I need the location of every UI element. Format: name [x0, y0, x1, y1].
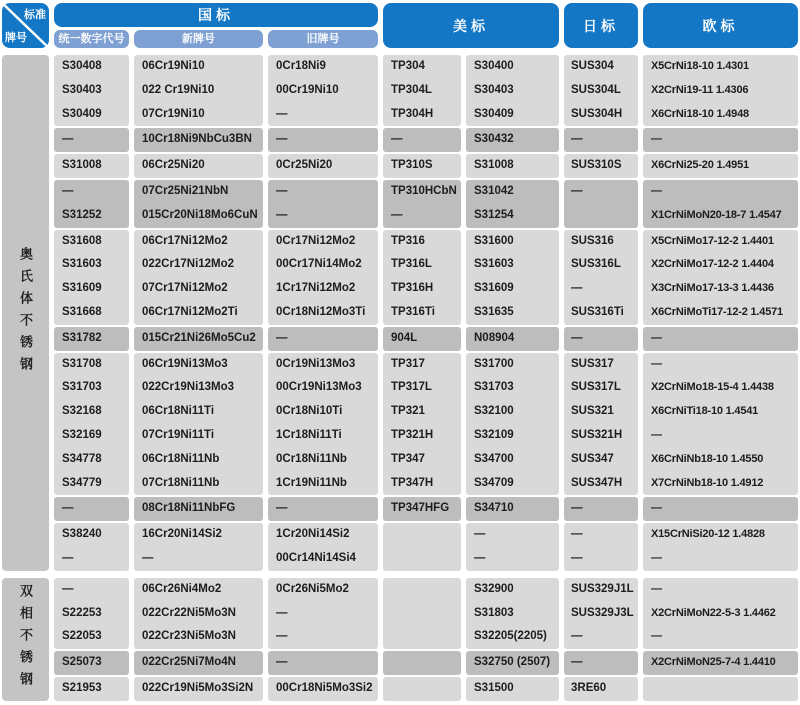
- table-cell: 0Cr18Ni10Ti: [276, 405, 343, 418]
- table-cell: S22253: [62, 606, 102, 619]
- table-cell: SUS321H: [571, 428, 623, 441]
- table-cell: S31042: [474, 184, 514, 197]
- header-jp: 日标: [564, 3, 638, 48]
- table-cell: —: [571, 502, 583, 515]
- table-cell: 022Cr17Ni12Mo2: [142, 258, 235, 271]
- table-cell: 00Cr14Ni14Si4: [276, 551, 356, 564]
- table-cell: S31252: [62, 208, 102, 221]
- row-block: [466, 180, 559, 228]
- table-cell: —: [474, 528, 486, 541]
- row-block: [268, 353, 378, 496]
- table-cell: X2CrNiMo18-15-4 1.4438: [651, 381, 774, 394]
- table-cell: S32109: [474, 428, 514, 441]
- table-cell: 07Cr25Ni21NbN: [142, 184, 229, 197]
- row-block: [383, 677, 461, 701]
- table-cell: —: [571, 551, 583, 564]
- table-cell: X6CrNiMoTi17-12-2 1.4571: [651, 305, 783, 318]
- column-6: [643, 578, 798, 701]
- corner-label-grade: 牌号: [5, 32, 27, 44]
- row-block: [643, 230, 798, 325]
- table-cell: S32205(2205): [474, 630, 547, 643]
- table-cell: S38240: [62, 528, 102, 541]
- table-cell: S31609: [62, 282, 102, 295]
- column-2: [268, 55, 378, 571]
- row-block: [54, 230, 129, 325]
- table-cell: TP304: [391, 60, 425, 72]
- table-cell: SUS316L: [571, 258, 621, 271]
- row-block: [383, 578, 461, 649]
- table-cell: X2CrNiMo17-12-2 1.4404: [651, 258, 774, 271]
- table-cell: S31254: [474, 208, 514, 221]
- table-cell: —: [276, 184, 288, 197]
- table-cell: 06Cr17Ni12Mo2Ti: [142, 305, 238, 318]
- table-cell: 904L: [391, 331, 418, 344]
- table-cell: 08Cr18Ni11NbFG: [142, 502, 236, 515]
- table-cell: —: [276, 208, 288, 221]
- table-cell: —: [651, 630, 662, 643]
- table-cell: S30408: [62, 60, 102, 72]
- table-cell: —: [62, 502, 74, 515]
- column-3: [383, 55, 461, 571]
- row-block: [54, 327, 129, 351]
- column-4: [466, 55, 559, 571]
- row-block: [268, 677, 378, 701]
- table-cell: —: [571, 656, 583, 669]
- header-gb: 国标: [54, 3, 378, 27]
- table-cell: 1Cr19Ni11Nb: [276, 476, 347, 489]
- row-block: [54, 128, 129, 152]
- table-cell: S32750 (2507): [474, 656, 551, 669]
- row-block: [466, 651, 559, 675]
- row-block: [268, 230, 378, 325]
- table-cell: S30400: [474, 60, 514, 72]
- table-cell: X2CrNiMoN22-5-3 1.4462: [651, 606, 776, 619]
- table-cell: 1Cr20Ni14Si2: [276, 528, 350, 541]
- table-cell: S34779: [62, 476, 102, 489]
- row-block: [564, 578, 638, 649]
- table-cell: 1Cr17Ni12Mo2: [276, 282, 356, 295]
- table-cell: 0Cr26Ni5Mo2: [276, 582, 349, 595]
- header-eu: 欧标: [643, 3, 798, 48]
- table-cell: [383, 523, 461, 547]
- table-cell: 022Cr23Ni5Mo3N: [142, 630, 236, 643]
- table-cell: SUS316Ti: [571, 305, 624, 318]
- table-cell: SUS316: [571, 234, 614, 247]
- row-block: [564, 677, 638, 701]
- row-block: [268, 128, 378, 152]
- table-cell: S32100: [474, 405, 514, 418]
- table-cell: 022Cr22Ni5Mo3N: [142, 606, 236, 619]
- table-cell: 06Cr26Ni4Mo2: [142, 582, 222, 595]
- row-block: [54, 578, 129, 649]
- table-cell: X3CrNiMo17-13-3 1.4436: [651, 282, 774, 295]
- table-cell: S31703: [474, 381, 514, 394]
- column-2: [268, 578, 378, 701]
- table-cell: —: [391, 208, 403, 221]
- corner-label-standard: 标准: [24, 9, 46, 21]
- table-cell: S31008: [62, 159, 102, 172]
- table-cell: —: [142, 551, 154, 564]
- row-block: [643, 353, 798, 496]
- row-block: [466, 154, 559, 178]
- section-0: [2, 55, 798, 571]
- table-cell: S31782: [62, 331, 102, 344]
- table-cell: —: [651, 331, 662, 344]
- table-cell: 00Cr19Ni10: [276, 83, 339, 96]
- row-block: [564, 327, 638, 351]
- row-block: [383, 353, 461, 496]
- table-cell: X2CrNiMoN25-7-4 1.4410: [651, 656, 776, 669]
- table-cell: S30409: [474, 107, 514, 120]
- row-block: [134, 327, 263, 351]
- table-cell: —: [276, 606, 288, 619]
- row-block: [643, 578, 798, 649]
- row-block: [643, 677, 798, 701]
- table-cell: 16Cr20Ni14Si2: [142, 528, 222, 541]
- row-block: [383, 651, 461, 675]
- row-block: [383, 55, 461, 126]
- row-block: [564, 651, 638, 675]
- row-block: [134, 523, 263, 571]
- row-block: [564, 154, 638, 178]
- row-block: [643, 523, 798, 571]
- header-gb-subcolumns: [54, 30, 378, 48]
- row-block: [54, 154, 129, 178]
- section-label: 奥氏体不锈钢: [2, 55, 49, 571]
- row-block: [383, 230, 461, 325]
- table-cell: S31635: [474, 305, 514, 318]
- table-cell: 0Cr18Ni12Mo3Ti: [276, 305, 366, 318]
- row-block: [466, 497, 559, 521]
- column-1: [134, 55, 263, 571]
- row-block: [268, 180, 378, 228]
- table-cell: —: [571, 184, 583, 197]
- table-cell: TP347H: [391, 476, 434, 489]
- table-cell: X6CrNiTi18-10 1.4541: [651, 405, 759, 418]
- table-cell: 022Cr19Ni5Mo3Si2N: [142, 681, 254, 694]
- table-cell: S32168: [62, 405, 102, 418]
- table-cell: SUS347: [571, 452, 614, 465]
- column-0: [54, 55, 129, 571]
- row-block: [564, 128, 638, 152]
- table-cell: 1Cr18Ni11Ti: [276, 428, 342, 441]
- row-block: [268, 327, 378, 351]
- table-cell: —: [276, 630, 288, 643]
- row-block: [383, 180, 461, 228]
- table-cell: S31500: [474, 681, 514, 694]
- table-cell: 00Cr19Ni13Mo3: [276, 381, 362, 394]
- table-cell: TP347: [391, 452, 425, 465]
- table-cell: SUS304L: [571, 83, 621, 96]
- row-block: [134, 353, 263, 496]
- row-block: [134, 154, 263, 178]
- row-block: [643, 154, 798, 178]
- table-cell: 0Cr18Ni11Nb: [276, 452, 347, 465]
- header-group-gb: [54, 3, 378, 48]
- table-cell: —: [276, 656, 288, 669]
- column-1: [134, 578, 263, 701]
- table-cell: —: [474, 551, 486, 564]
- table-cell: S22053: [62, 630, 102, 643]
- row-block: [134, 128, 263, 152]
- table-cell: [643, 677, 798, 701]
- row-block: [383, 128, 461, 152]
- row-block: [268, 523, 378, 571]
- table-cell: S31708: [62, 357, 102, 370]
- table-cell: 07Cr19Ni10: [142, 107, 205, 120]
- table-cell: S31008: [474, 159, 514, 172]
- table-header: [2, 3, 798, 48]
- column-0: [54, 578, 129, 701]
- table-cell: S31703: [62, 381, 102, 394]
- table-cell: S34700: [474, 452, 514, 465]
- row-block: [643, 128, 798, 152]
- table-cell: S21953: [62, 681, 102, 694]
- table-cell: X15CrNiSi20-12 1.4828: [651, 528, 765, 541]
- row-block: [268, 651, 378, 675]
- column-4: [466, 578, 559, 701]
- table-cell: —: [571, 528, 583, 541]
- table-cell: X6CrNi18-10 1.4948: [651, 107, 749, 120]
- table-cell: 3RE60: [571, 681, 607, 694]
- row-block: [466, 578, 559, 649]
- table-cell: 0Cr17Ni12Mo2: [276, 234, 356, 247]
- table-cell: —: [276, 107, 288, 120]
- row-block: [564, 353, 638, 496]
- table-cell: S32169: [62, 428, 102, 441]
- table-cell: TP321: [391, 405, 425, 418]
- table-cell: TP317L: [391, 381, 432, 394]
- table-cell: —: [651, 357, 662, 370]
- row-block: [134, 651, 263, 675]
- table-cell: 022Cr25Ni7Mo4N: [142, 656, 236, 669]
- table-cell: [383, 578, 461, 602]
- column-5: [564, 55, 638, 571]
- row-block: [383, 327, 461, 351]
- table-cell: S31608: [62, 234, 102, 247]
- table-cell: [383, 602, 461, 626]
- row-block: [54, 497, 129, 521]
- table-cell: —: [651, 551, 662, 564]
- table-cell: 06Cr19Ni13Mo3: [142, 357, 228, 370]
- column-3: [383, 578, 461, 701]
- table-cell: SUS317: [571, 357, 614, 370]
- subheader-new-grade: 新牌号: [134, 30, 263, 48]
- table-cell: SUS329J1L: [571, 582, 634, 595]
- table-cell: TP316L: [391, 258, 432, 271]
- table-cell: TP316H: [391, 282, 434, 295]
- table-cell: TP321H: [391, 428, 434, 441]
- table-cell: S25073: [62, 656, 102, 669]
- row-block: [564, 523, 638, 571]
- table-cell: TP317: [391, 357, 425, 370]
- header-us: 美标: [383, 3, 559, 48]
- table-cell: —: [571, 133, 583, 146]
- row-block: [268, 578, 378, 649]
- table-cell: —: [62, 551, 74, 564]
- table-cell: 0Cr19Ni13Mo3: [276, 357, 356, 370]
- row-block: [564, 180, 638, 228]
- subheader-unified-code: 统一数字代号: [54, 30, 129, 48]
- table-cell: S31600: [474, 234, 514, 247]
- row-block: [643, 180, 798, 228]
- section-label: 双相不锈钢: [2, 578, 49, 701]
- table-cell: —: [651, 582, 662, 595]
- table-cell: 0Cr25Ni20: [276, 159, 333, 172]
- row-block: [643, 651, 798, 675]
- table-cell: —: [276, 331, 288, 344]
- table-cell: [383, 677, 461, 701]
- row-block: [134, 230, 263, 325]
- row-block: [466, 230, 559, 325]
- table-cell: —: [651, 133, 662, 146]
- table-cell: SUS304H: [571, 107, 623, 120]
- table-cell: TP304L: [391, 83, 432, 96]
- table-cell: S30403: [474, 83, 514, 96]
- row-block: [383, 154, 461, 178]
- table-cell: S31700: [474, 357, 514, 370]
- table-cell: 06Cr18Ni11Nb: [142, 452, 220, 465]
- row-block: [643, 327, 798, 351]
- table-cell: 06Cr17Ni12Mo2: [142, 234, 228, 247]
- table-cell: —: [651, 184, 662, 197]
- table-cell: S32900: [474, 582, 514, 595]
- row-block: [466, 55, 559, 126]
- column-6: [643, 55, 798, 571]
- table-cell: S34778: [62, 452, 102, 465]
- row-block: [643, 55, 798, 126]
- table-cell: —: [391, 133, 403, 146]
- table-cell: —: [62, 133, 74, 146]
- table-cell: —: [571, 331, 583, 344]
- table-cell: S30432: [474, 133, 514, 146]
- table-cell: 07Cr19Ni11Ti: [142, 428, 215, 441]
- row-block: [134, 180, 263, 228]
- row-block: [564, 497, 638, 521]
- table-cell: N08904: [474, 331, 515, 344]
- column-5: [564, 578, 638, 701]
- table-cell: S31803: [474, 606, 514, 619]
- table-cell: S30409: [62, 107, 102, 120]
- table-cell: SUS329J3L: [571, 606, 634, 619]
- table-cell: 00Cr18Ni5Mo3Si2: [276, 681, 373, 694]
- table-cell: —: [62, 184, 74, 197]
- table-cell: 07Cr17Ni12Mo2: [142, 282, 228, 295]
- row-block: [466, 327, 559, 351]
- table-cell: TP347HFG: [391, 502, 450, 515]
- table-cell: —: [651, 502, 662, 515]
- table-cell: S31603: [474, 258, 514, 271]
- table-cell: —: [571, 630, 583, 643]
- row-block: [466, 353, 559, 496]
- table-cell: S31603: [62, 258, 102, 271]
- row-block: [54, 651, 129, 675]
- table-cell: S34709: [474, 476, 514, 489]
- table-cell: 06Cr18Ni11Ti: [142, 405, 215, 418]
- row-block: [134, 497, 263, 521]
- row-block: [134, 578, 263, 649]
- subheader-old-grade: 旧牌号: [268, 30, 378, 48]
- row-block: [54, 180, 129, 228]
- table-cell: 06Cr25Ni20: [142, 159, 205, 172]
- table-cell: [383, 651, 461, 675]
- row-block: [643, 497, 798, 521]
- section-1: [2, 578, 798, 701]
- table-cell: [564, 204, 638, 228]
- corner-cell: [2, 3, 49, 48]
- table-cell: —: [62, 582, 74, 595]
- table-cell: X5CrNi18-10 1.4301: [651, 60, 749, 72]
- table-cell: SUS321: [571, 405, 614, 418]
- table-cell: 022Cr19Ni13Mo3: [142, 381, 235, 394]
- table-cell: X6CrNiNb18-10 1.4550: [651, 452, 764, 465]
- table-body: [2, 55, 798, 701]
- table-cell: 06Cr19Ni10: [142, 60, 205, 72]
- table-cell: TP310HCbN: [391, 184, 457, 197]
- row-block: [466, 677, 559, 701]
- table-cell: SUS347H: [571, 476, 623, 489]
- row-block: [466, 523, 559, 571]
- row-block: [54, 677, 129, 701]
- row-block: [564, 230, 638, 325]
- table-cell: X6CrNi25-20 1.4951: [651, 159, 749, 172]
- row-block: [383, 497, 461, 521]
- table-cell: 07Cr18Ni11Nb: [142, 476, 220, 489]
- table-cell: X1CrNiMoN20-18-7 1.4547: [651, 208, 782, 221]
- row-block: [268, 497, 378, 521]
- row-block: [134, 677, 263, 701]
- table-cell: [383, 625, 461, 649]
- table-cell: TP316: [391, 234, 425, 247]
- table-cell: S31609: [474, 282, 514, 295]
- table-cell: S34710: [474, 502, 514, 515]
- row-block: [383, 523, 461, 571]
- table-cell: SUS310S: [571, 159, 622, 172]
- table-cell: 10Cr18Ni9NbCu3BN: [142, 133, 252, 146]
- table-cell: SUS317L: [571, 381, 621, 394]
- table-cell: 015Cr20Ni18Mo6CuN: [142, 208, 258, 221]
- table-cell: S31668: [62, 305, 102, 318]
- row-block: [564, 55, 638, 126]
- table-cell: 022 Cr19Ni10: [142, 83, 215, 96]
- row-block: [134, 55, 263, 126]
- row-block: [54, 55, 129, 126]
- row-block: [268, 154, 378, 178]
- table-cell: S30403: [62, 83, 102, 96]
- table-cell: TP316Ti: [391, 305, 435, 318]
- table-cell: [383, 547, 461, 571]
- table-cell: 00Cr17Ni14Mo2: [276, 258, 362, 271]
- table-cell: X7CrNiNb18-10 1.4912: [651, 476, 764, 489]
- table-cell: X2CrNi19-11 1.4306: [651, 83, 749, 96]
- table-cell: TP304H: [391, 107, 434, 120]
- row-block: [54, 523, 129, 571]
- table-cell: SUS304: [571, 60, 614, 72]
- table-cell: X5CrNiMo17-12-2 1.4401: [651, 234, 774, 247]
- table-cell: —: [651, 428, 662, 441]
- table-cell: —: [276, 502, 288, 515]
- row-block: [268, 55, 378, 126]
- row-block: [54, 353, 129, 496]
- table-cell: —: [571, 282, 583, 295]
- row-block: [466, 128, 559, 152]
- table-cell: 0Cr18Ni9: [276, 60, 326, 72]
- table-cell: —: [276, 133, 288, 146]
- table-cell: 015Cr21Ni26Mo5Cu2: [142, 331, 256, 344]
- table-cell: TP310S: [391, 159, 433, 172]
